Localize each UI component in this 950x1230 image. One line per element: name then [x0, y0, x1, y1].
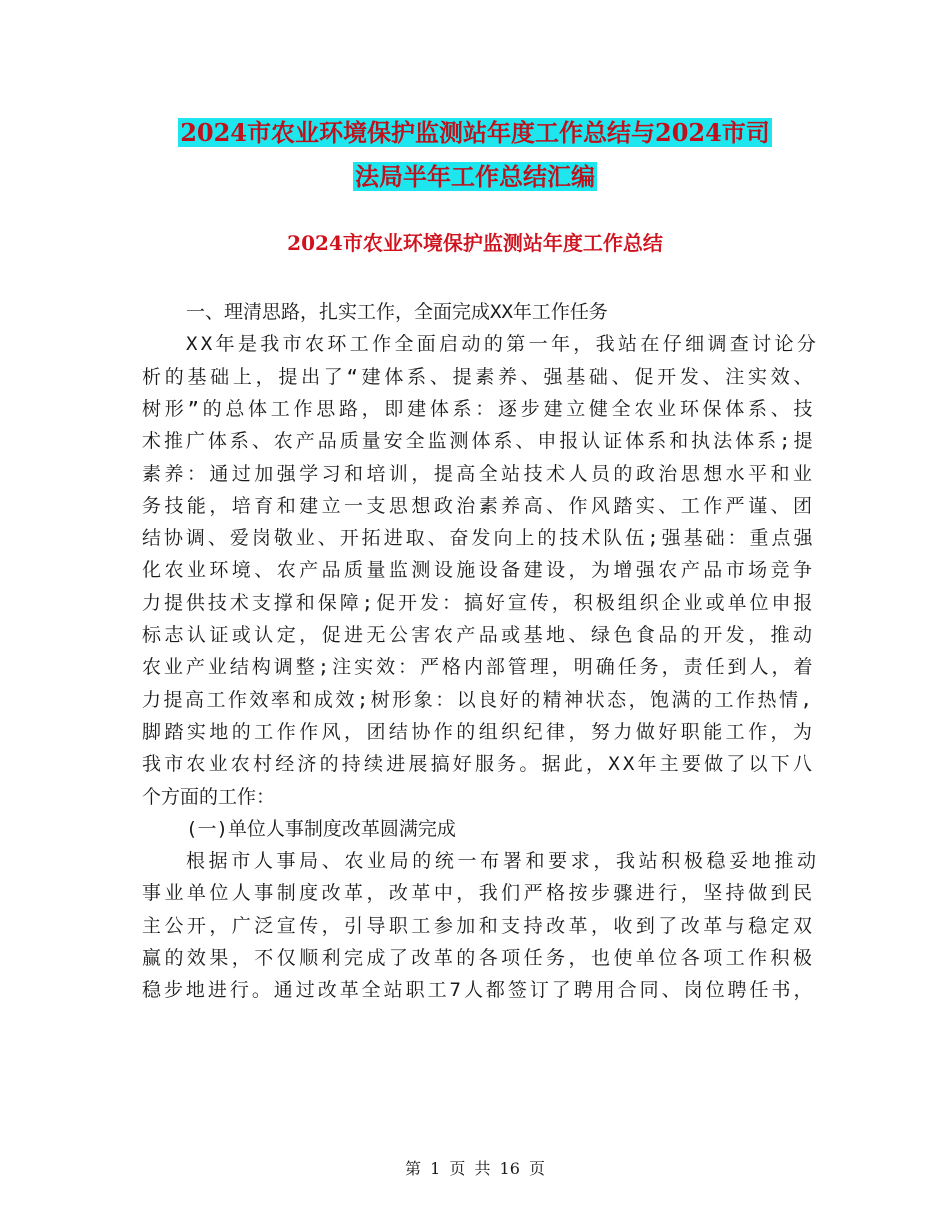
body-line: 结协调、爱岗敬业、开拓进取、奋发向上的技术队伍;强基础：重点强: [142, 527, 816, 550]
body-line: 事业单位人事制度改革，改革中，我们严格按步骤进行，坚持做到民: [142, 882, 816, 905]
body-line: 标志认证或认定，促进无公害农产品或基地、绿色食品的开发，推动: [142, 624, 816, 646]
body-line: XX年是我市农环工作全面启动的第一年，我站在仔细调查讨论分: [186, 333, 820, 356]
body-line: 主公开，广泛宣传，引导职工参加和支持改革，收到了改革与稳定双: [142, 914, 816, 937]
title-highlight-2: 法局半年工作总结汇编: [355, 162, 595, 191]
body-line: (一)单位人事制度改革圆满完成: [186, 817, 456, 840]
body-line: 素养：通过加强学习和培训，提高全站技术人员的政治思想水平和业: [142, 462, 816, 485]
body-line: 个方面的工作：: [142, 785, 276, 808]
body-line: 化农业环境、农产品质量监测设施设备建设，为增强农产品市场竞争: [142, 559, 816, 582]
body-line: 我市农业农村经济的持续进展搞好服务。据此，XX年主要做了以下八: [142, 753, 816, 776]
body-line: 力提高工作效率和成效;树形象：以良好的精神状态，饱满的工作热情,: [142, 688, 815, 711]
body-line: 术推广体系、农产品质量安全监测体系、申报认证体系和执法体系;提: [142, 430, 816, 453]
page-footer: 第 1 页 共 16 页: [405, 1159, 545, 1178]
body-line: 一、理清思路，扎实工作，全面完成XX年工作任务: [186, 301, 608, 323]
body-line: 赢的效果，不仅顺利完成了改革的各项任务，也使单位各项工作积极: [142, 947, 816, 969]
section-title: 2024市农业环境保护监测站年度工作总结: [287, 231, 663, 255]
body-line: 析的基础上，提出了“建体系、提素养、强基础、促开发、注实效、: [142, 365, 817, 388]
document-title-line-1: [0, 113, 950, 148]
body-line: 农业产业结构调整;注实效：严格内部管理，明确任务，责任到人，着: [142, 656, 816, 679]
body-line: 树形”的总体工作思路，即建体系：逐步建立健全农业环保体系、技: [142, 397, 817, 420]
document-title-line-2: [0, 157, 950, 192]
body-line: 力提供技术支撑和保障;促开发：搞好宣传，积极组织企业或单位申报: [142, 591, 816, 614]
body-line: 务技能，培育和建立一支思想政治素养高、作风踏实、工作严谨、团: [142, 494, 816, 517]
body-line: 根据市人事局、农业局的统一布署和要求，我站积极稳妥地推动: [186, 850, 820, 873]
body-line: 稳步地进行。通过改革全站职工7人都签订了聘用合同、岗位聘任书，: [142, 979, 816, 1002]
body-line: 脚踏实地的工作作风，团结协作的组织纪律，努力做好职能工作，为: [142, 720, 816, 743]
title-highlight-1: 2024市农业环境保护监测站年度工作总结与2024市司: [180, 118, 770, 147]
